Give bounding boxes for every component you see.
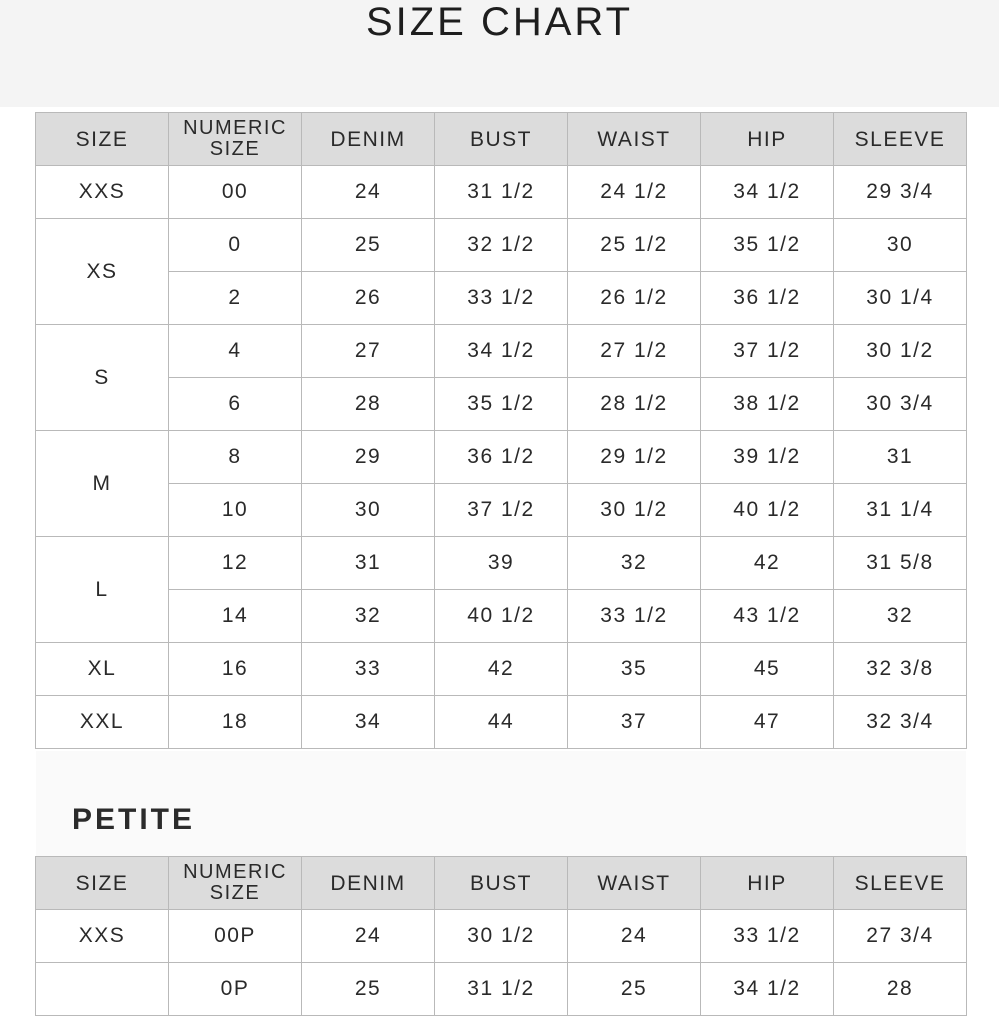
cell-waist: 32 [568,537,701,590]
cell-size: XS [36,219,169,325]
cell-numeric-size: 12 [169,537,302,590]
table-row [36,431,967,484]
cell-bust: 31 1/2 [435,963,568,1016]
cell-numeric-size: 00 [169,166,302,219]
cell-size: S [36,325,169,431]
table-row [36,272,967,325]
column-header-size: SIZE [36,113,169,166]
cell-size [36,963,169,1016]
table-row [36,963,967,1016]
table-row [36,537,967,590]
page-title: SIZE CHART [365,0,634,44]
cell-waist: 29 1/2 [568,431,701,484]
table-header-row [36,113,967,166]
cell-bust: 31 1/2 [435,166,568,219]
cell-sleeve: 30 3/4 [834,378,967,431]
cell-numeric-size: 16 [169,643,302,696]
cell-denim: 24 [302,166,435,219]
cell-waist: 24 1/2 [568,166,701,219]
cell-sleeve: 31 [834,431,967,484]
cell-hip: 40 1/2 [701,484,834,537]
cell-denim: 32 [302,590,435,643]
cell-hip: 43 1/2 [701,590,834,643]
cell-bust: 30 1/2 [435,910,568,963]
cell-numeric-size: 0 [169,219,302,272]
close-icon[interactable] [924,0,972,8]
table-row [36,590,967,643]
cell-numeric-size: 4 [169,325,302,378]
cell-waist: 27 1/2 [568,325,701,378]
cell-denim: 31 [302,537,435,590]
cell-denim: 24 [302,910,435,963]
cell-sleeve: 31 5/8 [834,537,967,590]
size-chart-header [0,0,999,107]
cell-waist: 26 1/2 [568,272,701,325]
cell-numeric-size: 2 [169,272,302,325]
column-header-numeric-size: NUMERIC SIZE [169,113,302,166]
column-header-size: SIZE [36,857,169,910]
cell-hip: 35 1/2 [701,219,834,272]
petite-size-table [35,856,967,1016]
cell-bust: 42 [435,643,568,696]
cell-bust: 36 1/2 [435,431,568,484]
cell-sleeve: 31 1/4 [834,484,967,537]
cell-hip: 37 1/2 [701,325,834,378]
cell-waist: 25 1/2 [568,219,701,272]
cell-hip: 47 [701,696,834,749]
cell-denim: 25 [302,219,435,272]
column-header-waist: WAIST [568,113,701,166]
cell-denim: 26 [302,272,435,325]
cell-sleeve: 30 1/2 [834,325,967,378]
cell-denim: 28 [302,378,435,431]
cell-sleeve: 27 3/4 [834,910,967,963]
cell-denim: 29 [302,431,435,484]
cell-denim: 25 [302,963,435,1016]
cell-waist: 33 1/2 [568,590,701,643]
table-row [36,325,967,378]
cell-bust: 32 1/2 [435,219,568,272]
cell-numeric-size: 00P [169,910,302,963]
cell-denim: 34 [302,696,435,749]
table-row [36,166,967,219]
column-header-bust: BUST [435,857,568,910]
cell-bust: 39 [435,537,568,590]
column-header-bust: BUST [435,113,568,166]
cell-waist: 28 1/2 [568,378,701,431]
column-header-denim: DENIM [302,857,435,910]
table-header-row [36,857,967,910]
table-row [36,378,967,431]
petite-section-title: PETITE [72,803,196,836]
cell-bust: 40 1/2 [435,590,568,643]
column-header-numeric-size: NUMERIC SIZE [169,857,302,910]
cell-bust: 33 1/2 [435,272,568,325]
cell-numeric-size: 8 [169,431,302,484]
cell-numeric-size: 10 [169,484,302,537]
table-row [36,696,967,749]
cell-hip: 34 1/2 [701,963,834,1016]
table-row [36,643,967,696]
cell-denim: 33 [302,643,435,696]
cell-bust: 37 1/2 [435,484,568,537]
size-chart-table [35,112,967,749]
cell-numeric-size: 0P [169,963,302,1016]
cell-bust: 35 1/2 [435,378,568,431]
cell-hip: 42 [701,537,834,590]
cell-hip: 36 1/2 [701,272,834,325]
cell-sleeve: 32 [834,590,967,643]
cell-hip: 39 1/2 [701,431,834,484]
cell-denim: 27 [302,325,435,378]
cell-waist: 37 [568,696,701,749]
cell-hip: 45 [701,643,834,696]
cell-sleeve: 30 1/4 [834,272,967,325]
cell-size: L [36,537,169,643]
cell-sleeve: 32 3/8 [834,643,967,696]
table-row [36,219,967,272]
cell-numeric-size: 18 [169,696,302,749]
cell-waist: 25 [568,963,701,1016]
cell-size: M [36,431,169,537]
table-row [36,910,967,963]
column-header-hip: HIP [701,857,834,910]
column-header-sleeve: SLEEVE [834,857,967,910]
cell-numeric-size: 6 [169,378,302,431]
cell-sleeve: 29 3/4 [834,166,967,219]
cell-waist: 30 1/2 [568,484,701,537]
cell-bust: 34 1/2 [435,325,568,378]
cell-sleeve: 30 [834,219,967,272]
cell-sleeve: 28 [834,963,967,1016]
cell-hip: 38 1/2 [701,378,834,431]
cell-size: XXS [36,166,169,219]
cell-numeric-size: 14 [169,590,302,643]
table-row [36,484,967,537]
cell-bust: 44 [435,696,568,749]
cell-denim: 30 [302,484,435,537]
cell-hip: 34 1/2 [701,166,834,219]
cell-hip: 33 1/2 [701,910,834,963]
cell-waist: 35 [568,643,701,696]
column-header-waist: WAIST [568,857,701,910]
cell-sleeve: 32 3/4 [834,696,967,749]
column-header-sleeve: SLEEVE [834,113,967,166]
cell-size: XL [36,643,169,696]
column-header-denim: DENIM [302,113,435,166]
cell-size: XXL [36,696,169,749]
cell-size: XXS [36,910,169,963]
column-header-hip: HIP [701,113,834,166]
cell-waist: 24 [568,910,701,963]
